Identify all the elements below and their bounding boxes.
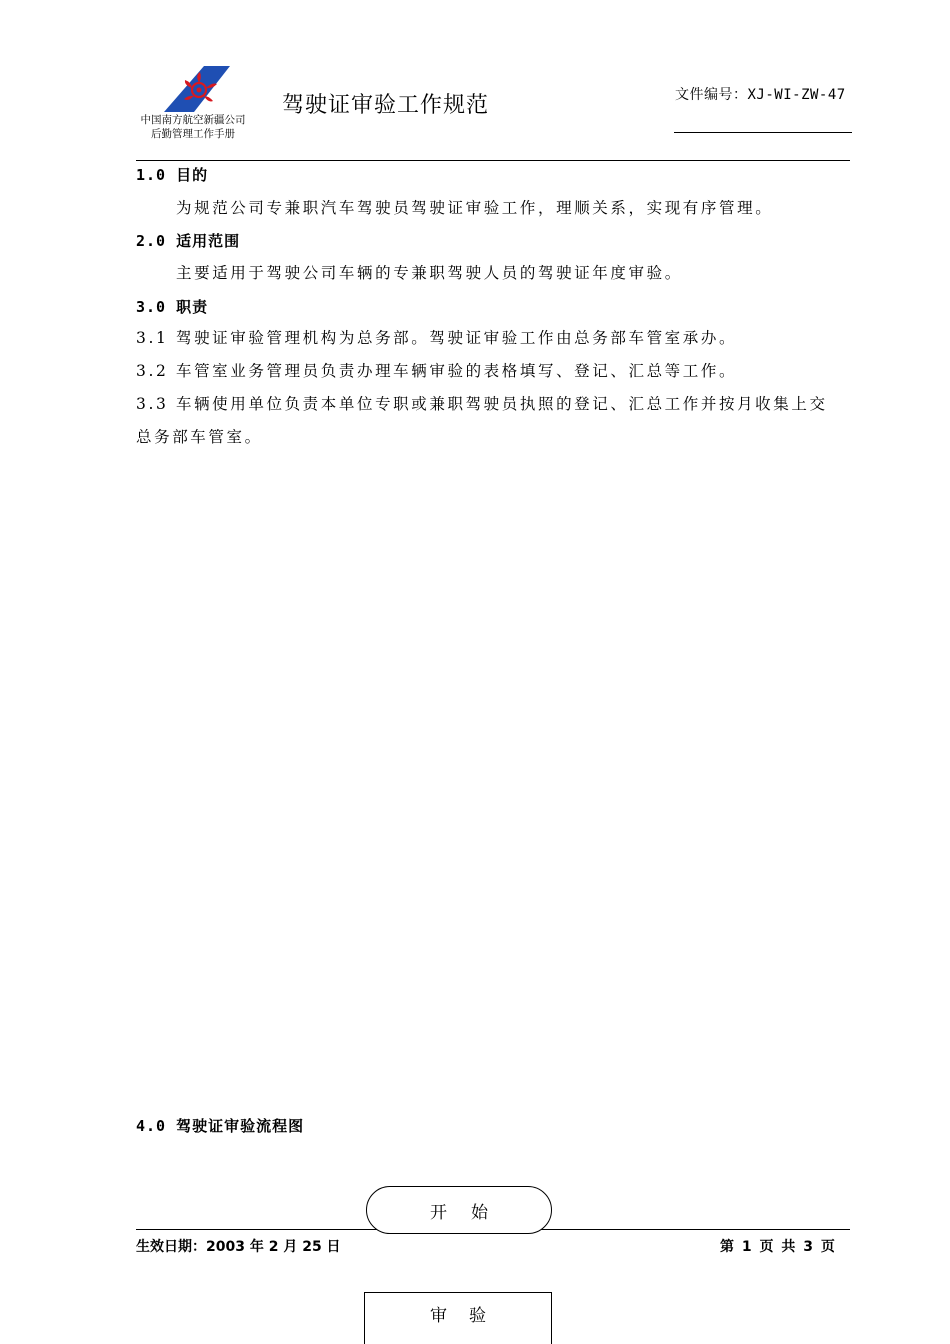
- section-3-2-text: 3.2 车管室业务管理员负责办理车辆审验的表格填写、登记、汇总等工作。: [136, 362, 738, 380]
- org-name: 中国南方航空新疆公司: [140, 114, 246, 126]
- company-logo: [128, 66, 258, 146]
- section-2-heading: 2.0 适用范围: [136, 232, 241, 250]
- page-number: 第 1 页 共 3 页: [720, 1239, 835, 1255]
- flowchart-start-label: 开始: [430, 1202, 512, 1223]
- section-1-heading: 1.0 目的: [136, 166, 209, 184]
- section-3-3-text: 3.3 车辆使用单位负责本单位专职或兼职驾驶员执照的登记、汇总工作并按月收集上交: [136, 395, 828, 413]
- section-1-text: 为规范公司专兼职汽车驾驶员驾驶证审验工作，理顺关系，实现有序管理。: [176, 199, 774, 217]
- document-title: 驾驶证审验工作规范: [282, 93, 490, 118]
- section-3-1-text: 3.1 驾驶证审验管理机构为总务部。驾驶证审验工作由总务部车管室承办。: [136, 329, 738, 347]
- flowchart-start-node: [366, 1186, 552, 1234]
- manual-name: 后勤管理工作手册: [151, 128, 235, 140]
- section-4-heading: 4.0 驾驶证审验流程图: [136, 1117, 305, 1135]
- section-3-3-text-cont: 总务部车管室。: [136, 428, 263, 446]
- section-2-text: 主要适用于驾驶公司车辆的专兼职驾驶人员的驾驶证年度审验。: [176, 264, 683, 282]
- section-3-heading: 3.0 职责: [136, 298, 209, 316]
- flowchart-review-node: [364, 1292, 552, 1344]
- flowchart-review-label: 审验: [430, 1306, 508, 1326]
- document-number-underline: [674, 132, 852, 133]
- effective-date: 生效日期：2003 年 2 月 25 日: [136, 1239, 341, 1255]
- kapok-tail-logo-icon: [164, 66, 230, 112]
- document-number: 文件编号：XJ-WI-ZW-47: [675, 87, 846, 103]
- header-divider: [136, 160, 850, 161]
